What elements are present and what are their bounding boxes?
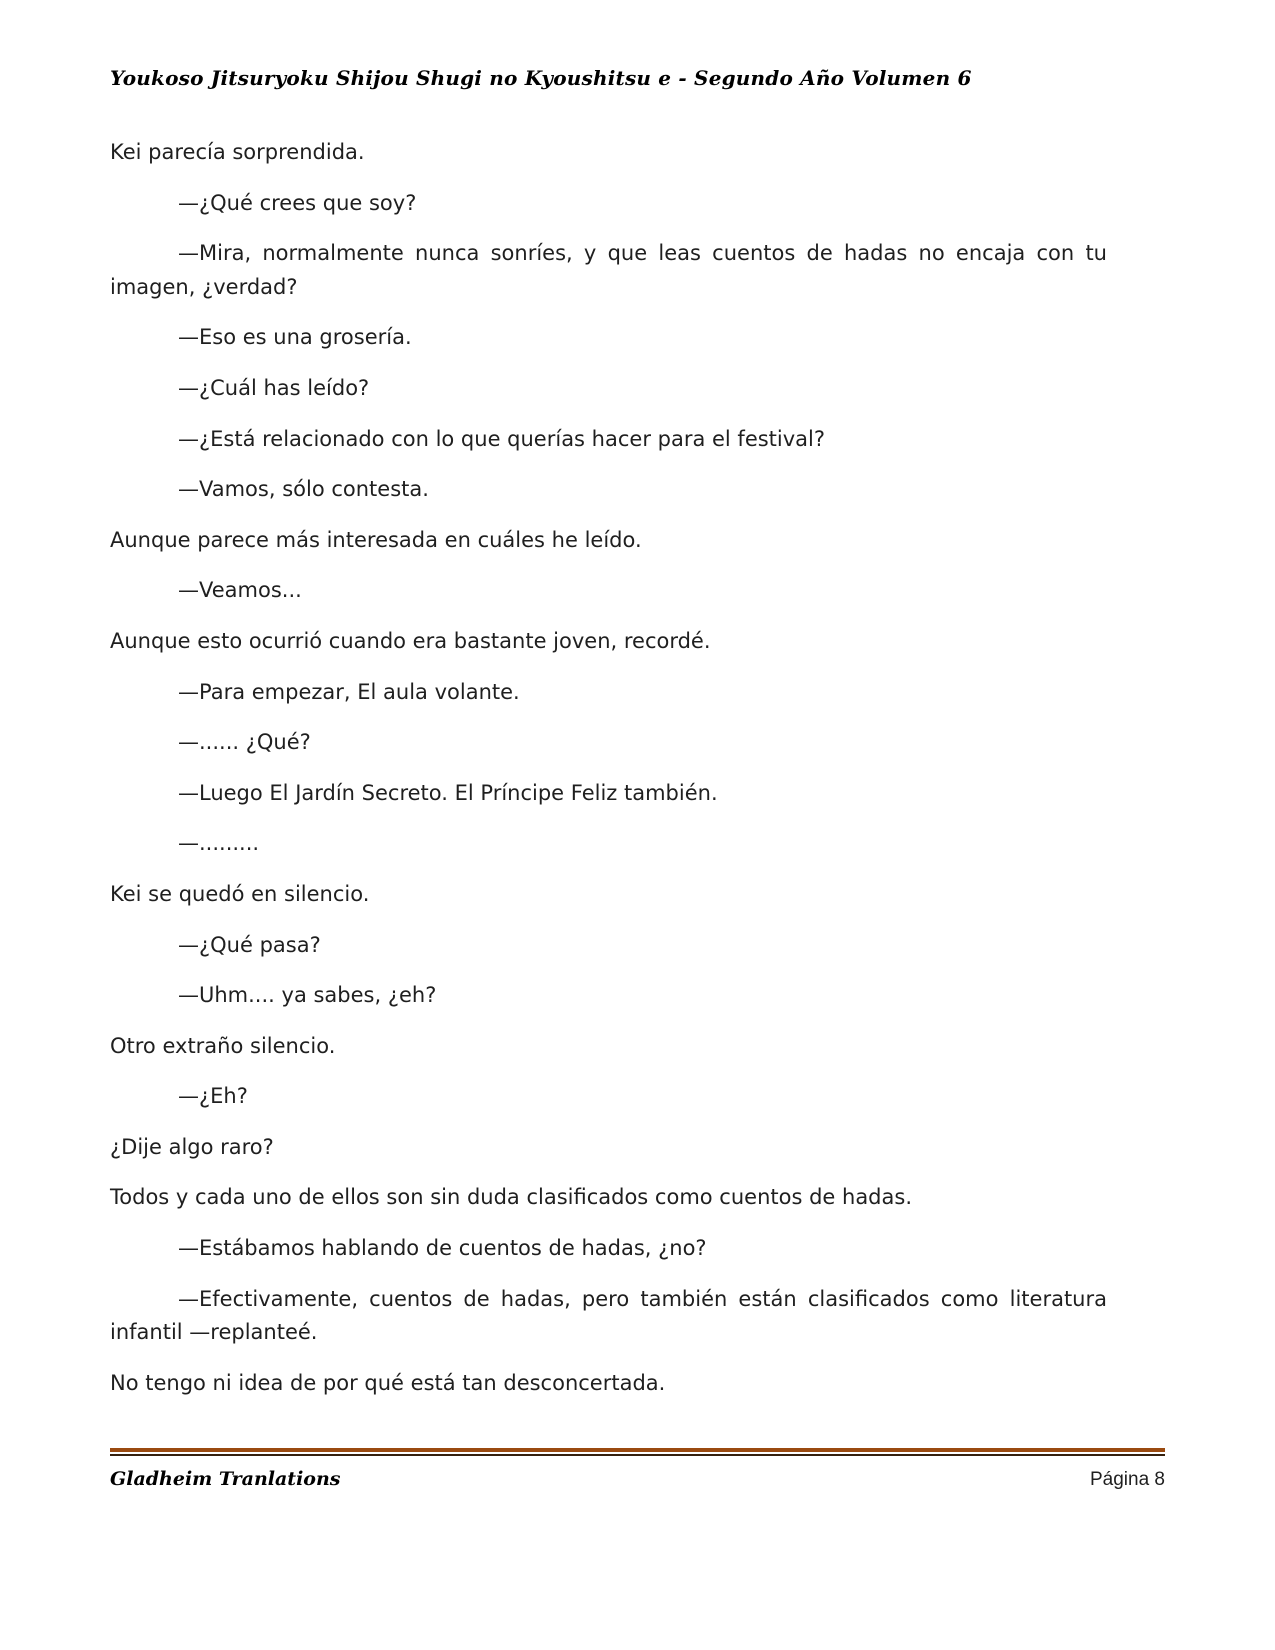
paragraph: —......... [178,831,260,856]
header-title: Youkoso Jitsuryoku Shijou Shugi no Kyoushitsu e - Segundo Año Volumen 6 [110,66,972,90]
page-number-value: 8 [1154,1469,1165,1490]
paragraph: Otro extraño silencio. [110,1033,336,1058]
page-number [1090,1469,1165,1491]
paragraph: —Vamos, sólo contesta. [178,477,429,502]
page-number-label: Página [1089,1469,1150,1490]
footer-rule-thin-line [110,1454,1165,1456]
page-footer [110,1448,1165,1491]
paragraph: Todos y cada uno de ellos son sin duda clasificados como cuentos de hadas. [110,1185,912,1210]
footer-rule-thick-line [110,1448,1165,1452]
paragraph: —¿Qué pasa? [178,932,321,957]
page-header [110,66,1107,90]
paragraph: —Uhm.... ya sabes, ¿eh? [178,983,437,1008]
paragraph: Aunque parece más interesada en cuáles he leído. [110,527,642,552]
paragraph: —Efectivamente, cuentos de hadas, pero también están clasificados como literatura infantil —replanteé. [110,1286,1107,1345]
paragraph: —¿Eh? [178,1084,248,1109]
paragraph: Kei parecía sorprendida. [110,140,365,164]
paragraph: Aunque esto ocurrió cuando era bastante joven, recordé. [110,628,711,653]
paragraph: —Estábamos hablando de cuentos de hadas, ¿no? [178,1236,707,1261]
footer-row [110,1468,1165,1491]
footer-rule [110,1448,1165,1456]
paragraph: —¿Cuál has leído? [178,375,370,400]
paragraph: —Para empezar, El aula volante. [178,679,520,704]
paragraph: —Luego El Jardín Secreto. El Príncipe Feliz también. [178,780,718,805]
paragraph: Kei se quedó en silencio. [110,881,370,906]
paragraph: —Veamos... [178,578,302,603]
paragraph: —...... ¿Qué? [178,730,311,755]
paragraph: No tengo ni idea de por qué está tan desconcertada. [110,1370,666,1395]
paragraph: ¿Dije algo raro? [110,1134,274,1159]
paragraph: —¿Está relacionado con lo que querías hacer para el festival? [178,426,826,451]
footer-credit: Gladheim Tranlations [110,1468,341,1490]
paragraph: —¿Qué crees que soy? [178,190,417,215]
paragraph: —Eso es una grosería. [178,325,412,350]
paragraph: —Mira, normalmente nunca sonríes, y que leas cuentos de hadas no encaja con tu imagen, ¿verdad? [110,241,1107,299]
document-body [110,136,1107,1400]
